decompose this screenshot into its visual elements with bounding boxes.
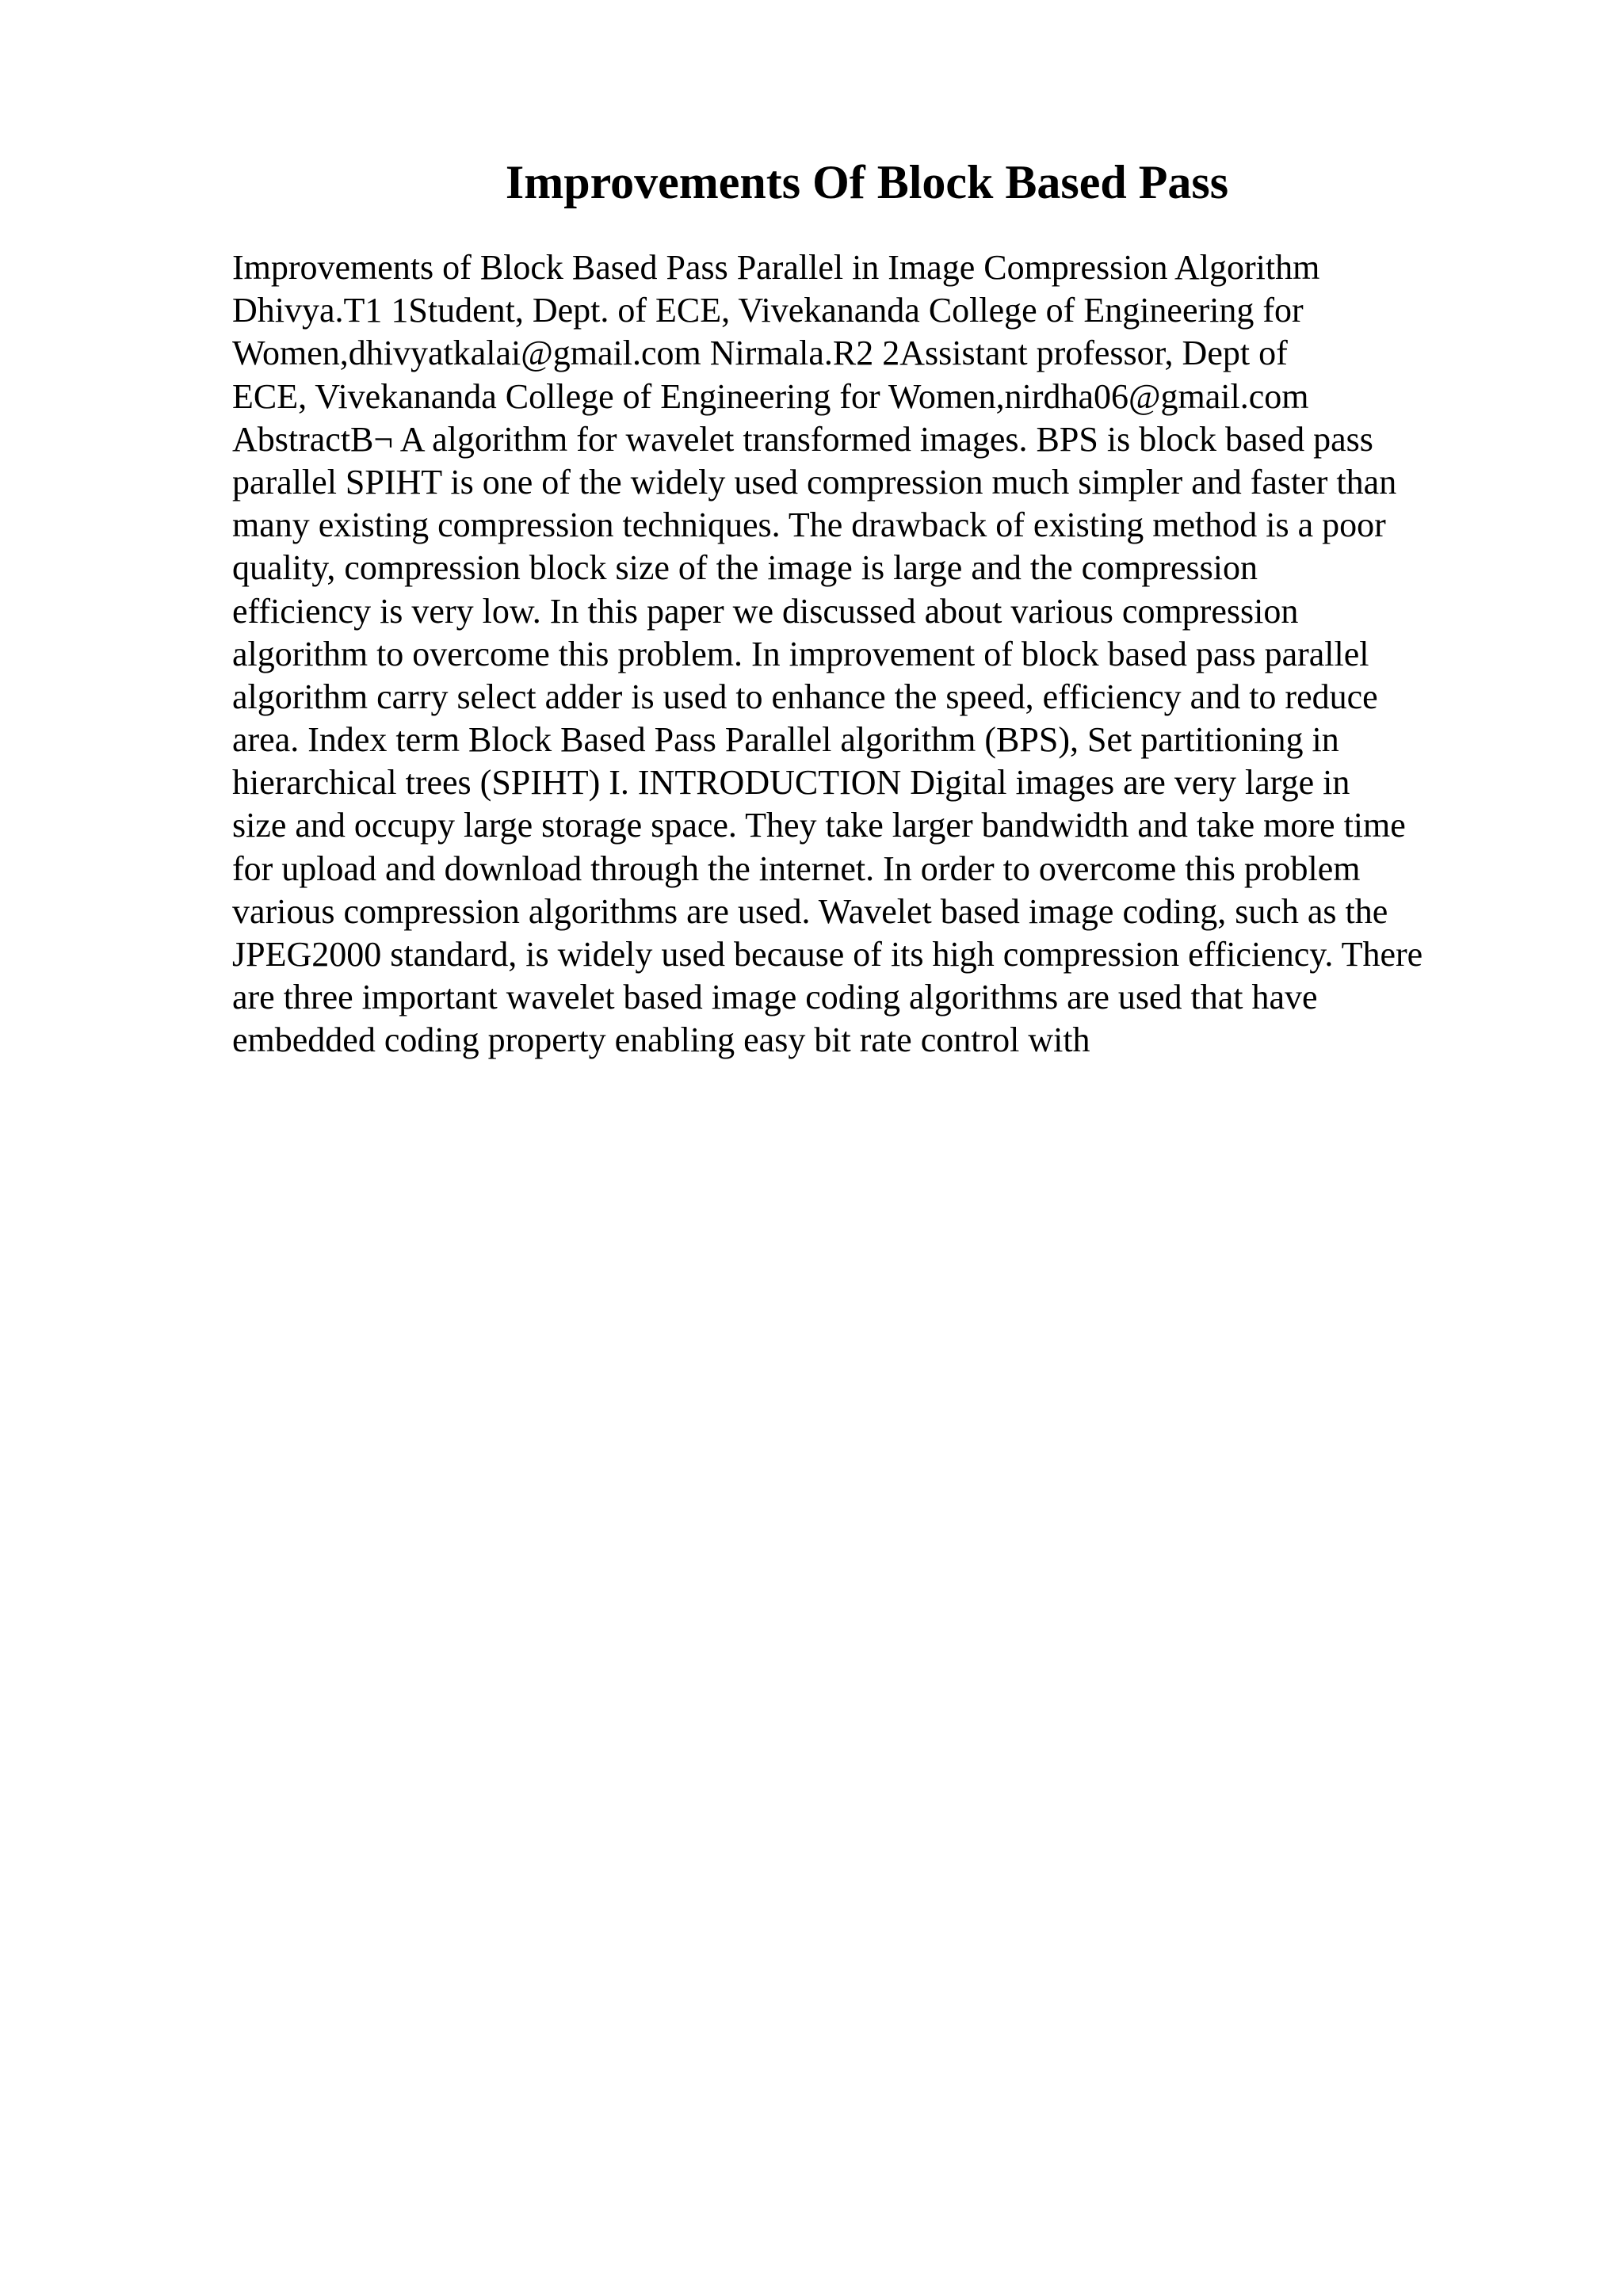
body-line: are three important wavelet based image coding algorithms are used that have: [232, 978, 1318, 1017]
body-line: Improvements of Block Based Pass Parallel in Image Compression Algorithm: [232, 248, 1320, 287]
body-line: efficiency is very low. In this paper we discussed about various compression: [232, 591, 1299, 631]
document-body: [232, 246, 1532, 1062]
body-line: embedded coding property enabling easy bit rate control with: [232, 1020, 1090, 1060]
body-line: parallel SPIHT is one of the widely used compression much simpler and faster than: [232, 462, 1397, 502]
body-line: algorithm carry select adder is used to enhance the speed, efficiency and to reduce: [232, 677, 1378, 716]
document-title: Improvements Of Block Based Pass: [505, 156, 1229, 208]
body-line: Women,dhivyatkalai@gmail.com Nirmala.R2 2Assistant professor, Dept of: [232, 334, 1288, 373]
body-line: size and occupy large storage space. They take larger bandwidth and take more time: [232, 806, 1406, 845]
body-line: for upload and download through the internet. In order to overcome this problem: [232, 849, 1361, 888]
body-line: area. Index term Block Based Pass Parallel algorithm (BPS), Set partitioning in: [232, 720, 1339, 760]
body-line: algorithm to overcome this problem. In improvement of block based pass parallel: [232, 634, 1369, 673]
body-line: AbstractB¬ A algorithm for wavelet transformed images. BPS is block based pass: [232, 419, 1373, 459]
body-line: various compression algorithms are used. Wavelet based image coding, such as the: [232, 891, 1388, 931]
body-line: Dhivya.T1 1Student, Dept. of ECE, Vivekananda College of Engineering for: [232, 291, 1304, 330]
body-line: ECE, Vivekananda College of Engineering for Women,nirdha06@gmail.com: [232, 376, 1309, 416]
body-line: many existing compression techniques. The drawback of existing method is a poor: [232, 505, 1386, 545]
body-line: hierarchical trees (SPIHT) I. INTRODUCTION Digital images are very large in: [232, 763, 1350, 803]
body-line: JPEG2000 standard, is widely used because of its high compression efficiency. There: [232, 935, 1423, 974]
body-line: quality, compression block size of the image is large and the compression: [232, 548, 1258, 588]
